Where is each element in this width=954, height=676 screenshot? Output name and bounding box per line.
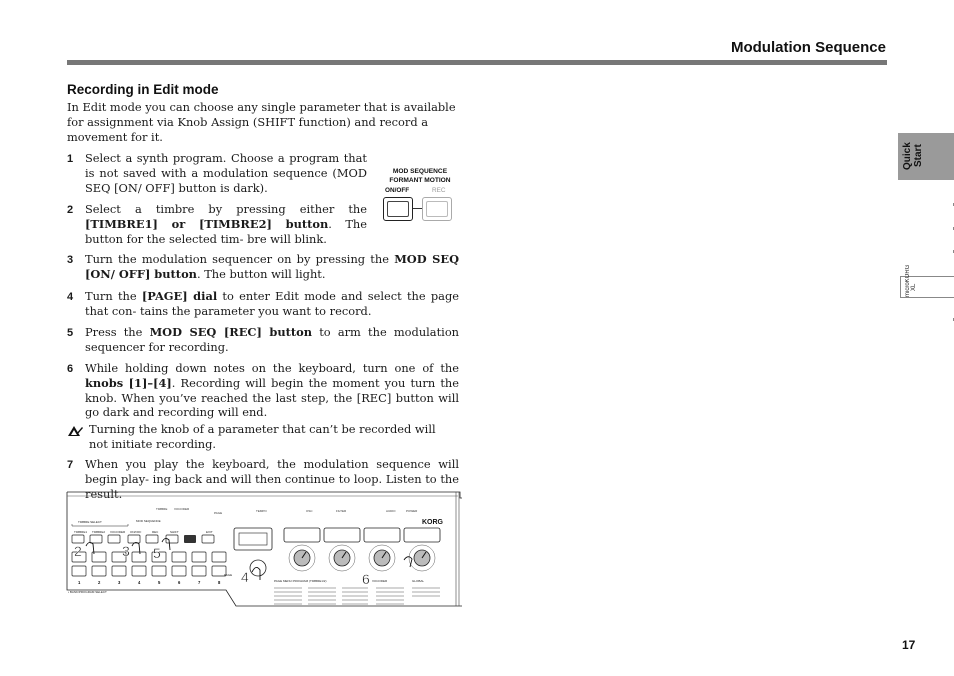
onoff-small-label: ON/OFF <box>130 530 142 534</box>
page-header-title: Modulation Sequence <box>730 39 886 56</box>
step-number: 4 <box>67 291 74 303</box>
step-number: 5 <box>67 327 74 339</box>
svg-text:TIMBRE: TIMBRE <box>156 507 168 511</box>
svg-text:PAGE: PAGE <box>214 511 223 515</box>
timbre-select-label: TIMBRE SELECT <box>78 520 102 524</box>
svg-text:TEMPO: TEMPO <box>256 509 267 513</box>
program-key-8: 8 <box>218 580 221 585</box>
exit-small-label: EXIT <box>206 530 213 534</box>
synth-panel-figure <box>66 490 462 612</box>
step-text: Select a timbre by pressing either the [TIMBRE1] or [TIMBRE2] button. The button for the selected tim- bre will blink. <box>85 202 367 246</box>
program-key-7: 7 <box>198 580 201 585</box>
program-key-5: 5 <box>158 580 161 585</box>
on-off-label: ON/OFF <box>385 187 410 194</box>
intro-paragraph: In Edit mode you can choose any single parameter that is available for assignment via Knob Assign (SHIFT function) and record a movement for it. <box>67 100 456 144</box>
step-text: Turn the modulation sequencer on by pressing the MOD SEQ [ON/ OFF] button. The button will light. <box>85 252 459 281</box>
page-menu-title: PAGE MENU PROGRAM (TIMBRE1/2) <box>274 579 327 583</box>
step-text: Turn the [PAGE] dial to enter Edit mode and select the page that con- tains the parameter you want to record. <box>85 289 459 318</box>
vocoder-small-label: VOCODER <box>110 530 126 534</box>
mod-seq-title: MOD SEQUENCE <box>392 168 448 175</box>
page-dial-label: PAGE <box>224 573 233 577</box>
rec-small-label: REC <box>152 530 159 534</box>
rec-button-illustration <box>422 197 452 221</box>
timbre1-small-label: TIMBRE1 <box>74 530 88 534</box>
callout-4: 4 <box>241 569 249 585</box>
program-key-3: 3 <box>118 580 121 585</box>
callout-6: 6 <box>362 571 370 587</box>
svg-text:VOCODER: VOCODER <box>174 507 190 511</box>
mod-seq-small-label: MOD SEQUENCE <box>136 519 161 523</box>
program-key-4: 4 <box>138 580 141 585</box>
global-menu-title: GLOBAL <box>412 579 425 583</box>
svg-text:POWER: POWER <box>406 509 418 513</box>
timbre2-small-label: TIMBRE2 <box>92 530 106 534</box>
section-heading: Recording in Edit mode <box>67 82 219 97</box>
note-icon <box>67 424 84 438</box>
program-key-6: 6 <box>178 580 181 585</box>
vocoder-menu-title: VOCODER <box>372 579 388 583</box>
step-text: When you play the keyboard, the modulation sequence will begin play- ing back and will then continue to loop. Listen to the result. <box>85 457 459 501</box>
formant-motion-title: FORMANT MOTION <box>389 177 451 184</box>
step-number: 7 <box>67 459 74 471</box>
mod-seq-panel-illustration <box>378 166 462 230</box>
callout-2: 2 <box>74 543 82 559</box>
svg-text:OSC: OSC <box>306 509 313 513</box>
bank-select-label: • BANK/PROGRAM SELECT <box>68 590 107 594</box>
step-number: 2 <box>67 204 74 216</box>
note-text: Turning the knob of a parameter that can’t be recorded will not initiate recording. <box>89 422 436 451</box>
callout-5: 5 <box>153 545 161 561</box>
step-number: 1 <box>67 153 74 165</box>
step-text: While holding down notes on the keyboard, turn one of the knobs [1]–[4]. Recording will begin the moment you turn the knob. When you’ve reached the last step, the [REC] button will go dark and recording will end. <box>85 361 459 420</box>
svg-text:AUDIO: AUDIO <box>386 509 396 513</box>
program-key-2: 2 <box>98 580 101 585</box>
step-text: Select a synth program. Choose a program that is not saved with a modulation sequence (MOD SEQ [ON/ OFF] button is dark). <box>85 151 367 195</box>
on-off-button-illustration <box>383 197 413 221</box>
program-key-1: 1 <box>78 580 81 585</box>
shift-small-label: SHIFT <box>170 530 179 534</box>
svg-text:FILTER: FILTER <box>336 509 347 513</box>
step-text: Press the MOD SEQ [REC] button to arm the modulation sequencer for recording. <box>85 325 460 354</box>
side-tab-label: Quick Start <box>902 142 924 170</box>
side-logo-text: microKORG XL <box>905 264 917 297</box>
rec-label: REC <box>432 187 446 194</box>
step-number: 3 <box>67 254 74 266</box>
button-link-line <box>413 208 422 209</box>
page-number: 17 <box>902 638 916 652</box>
brand-logo: KORG <box>422 519 443 526</box>
callout-3: 3 <box>122 543 130 559</box>
step-number: 6 <box>67 363 74 375</box>
header-rule <box>67 60 887 65</box>
